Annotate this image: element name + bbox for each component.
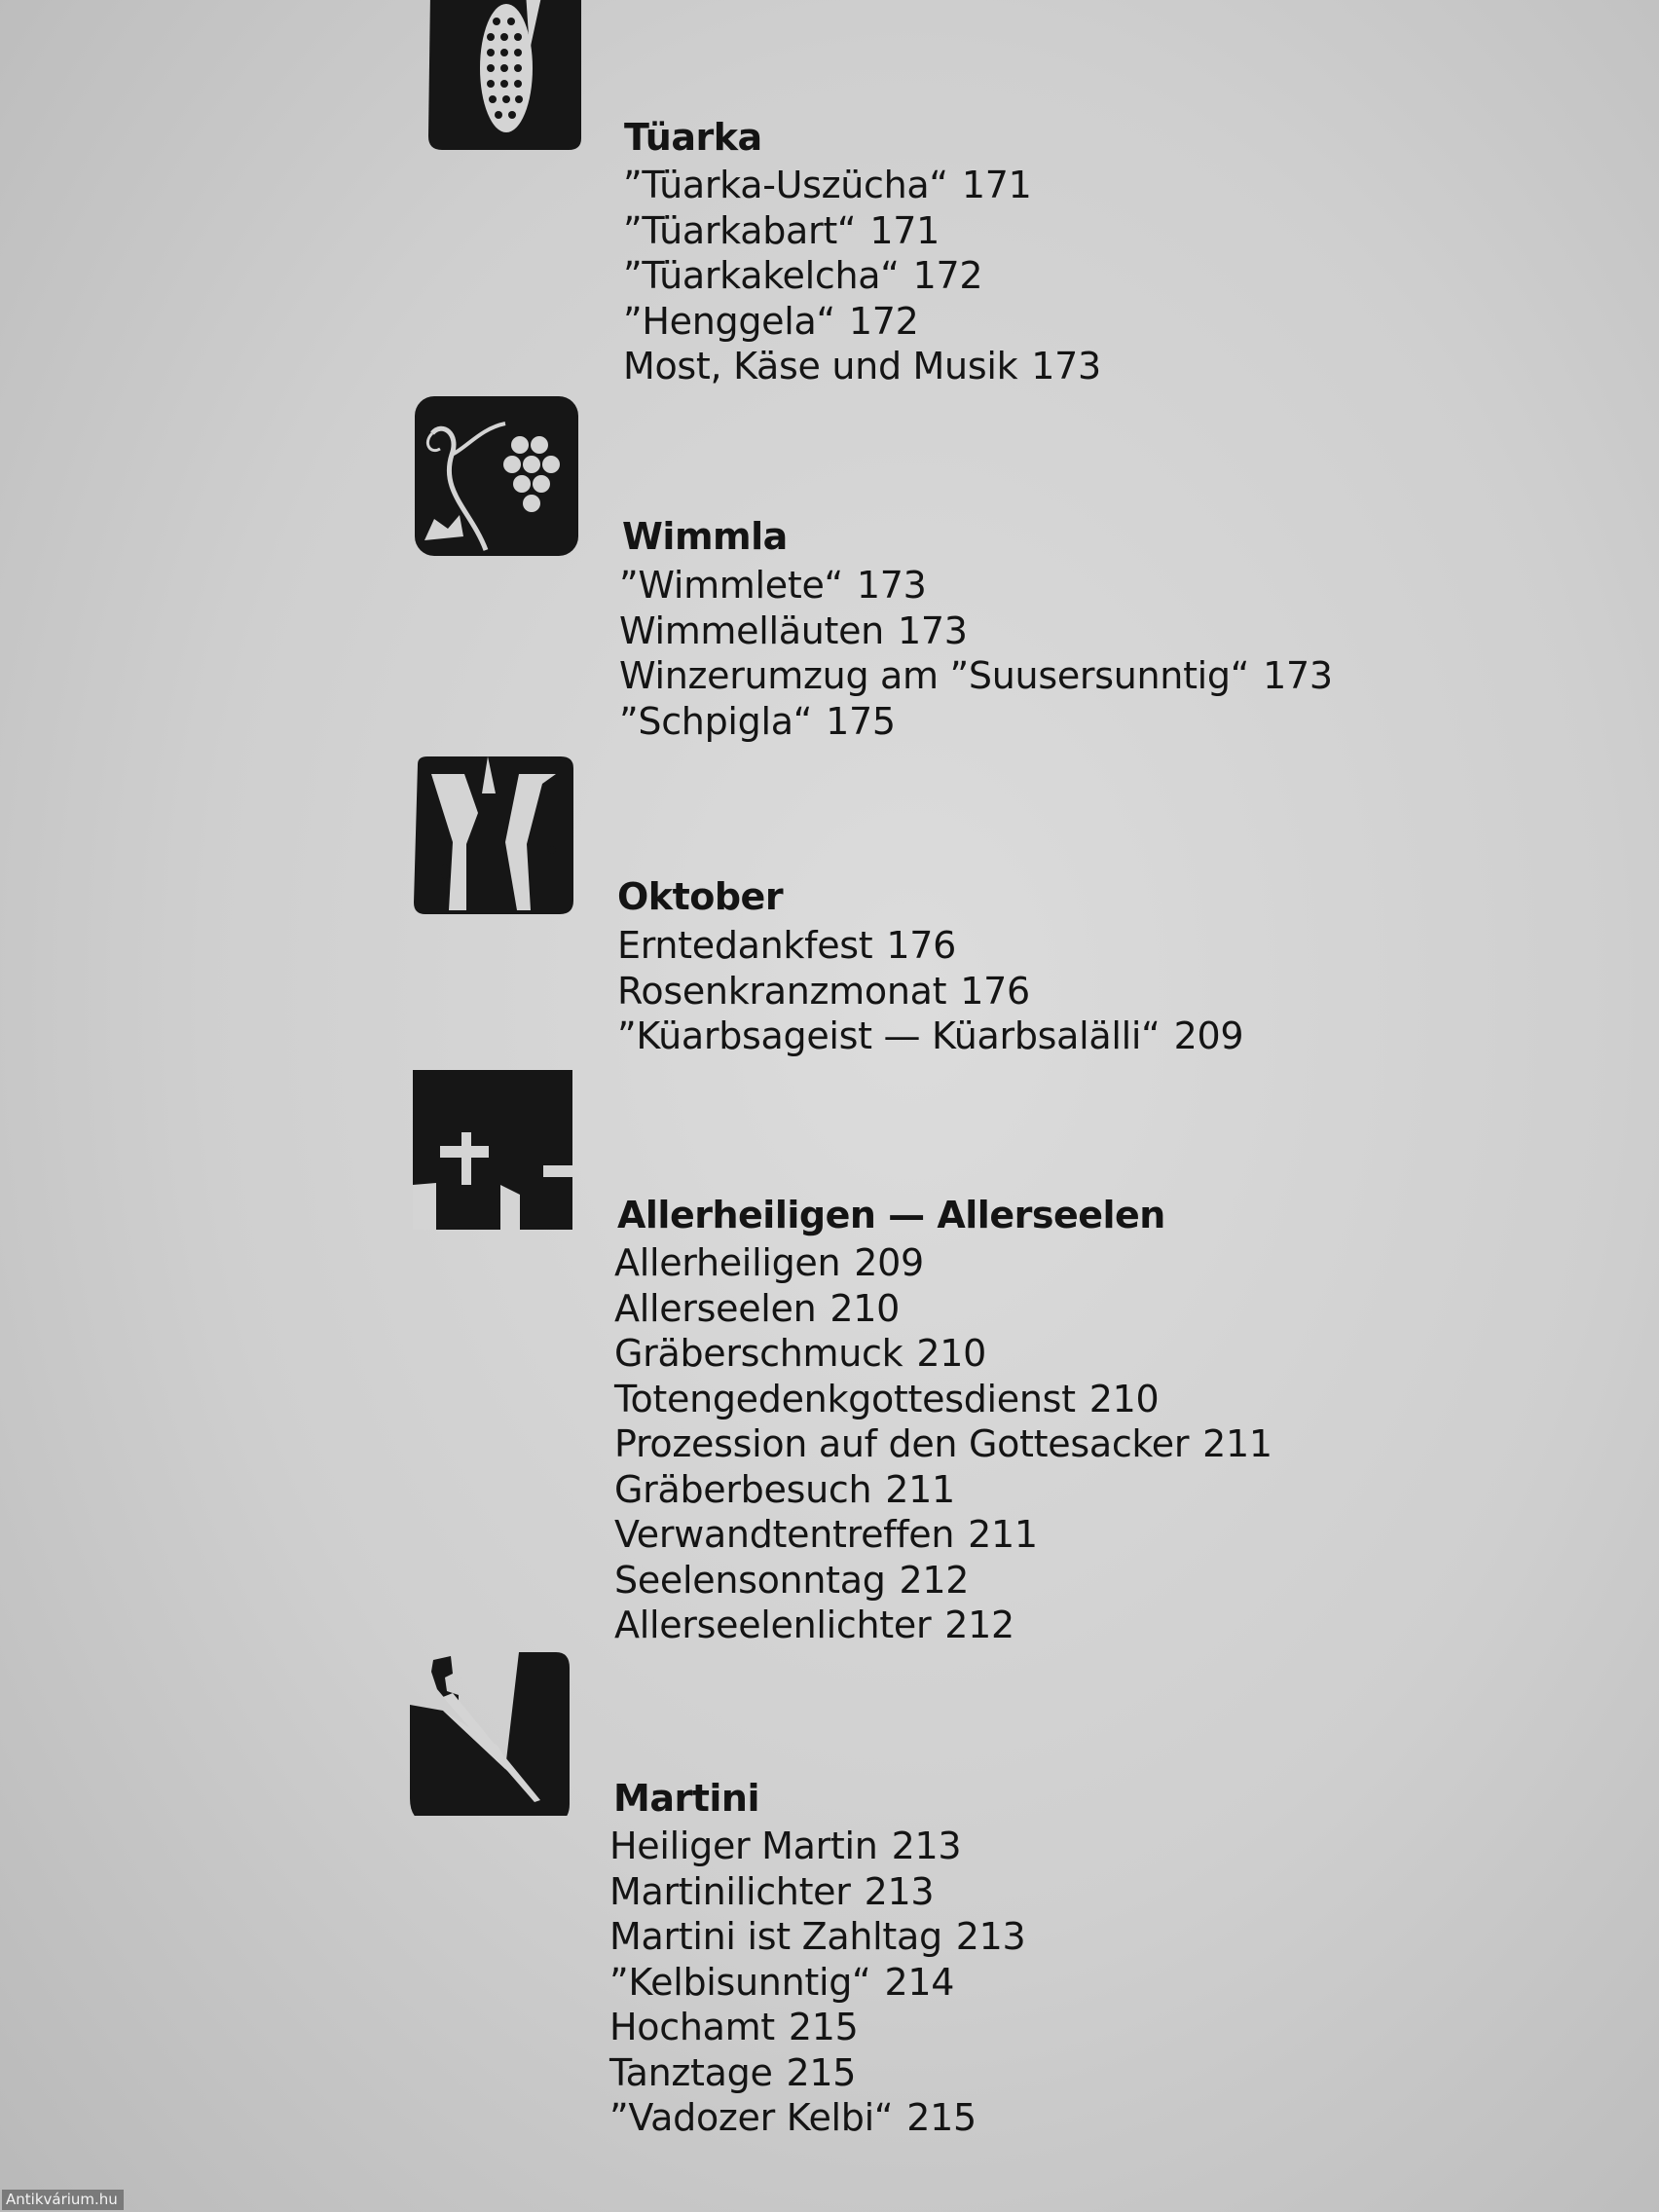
entry-list-allerheiligen — [614, 1240, 1272, 1648]
list-item: Gräberbesuch 211 — [614, 1467, 955, 1511]
list-item: Allerseelen 210 — [614, 1286, 901, 1330]
list-item: Erntedankfest 176 — [617, 924, 957, 967]
section-heading-martini: Martini — [613, 1777, 759, 1820]
list-item: ”Vadozer Kelbi“ 215 — [609, 2096, 977, 2139]
list-item: ”Küarbsageist — Küarbsalälli“ 209 — [617, 1014, 1244, 1057]
list-item: Most, Käse und Musik 173 — [623, 345, 1101, 387]
entry-list-wimmla — [619, 563, 1333, 744]
list-item: Wimmelläuten 173 — [619, 608, 968, 652]
list-item: Prozession auf den Gottesacker 211 — [614, 1422, 1272, 1465]
list-item: ”Tüarkabart“ 171 — [623, 208, 940, 252]
list-item: Verwandtentreffen 211 — [614, 1513, 1038, 1556]
list-item: ”Kelbisunntig“ 214 — [609, 1960, 955, 2004]
list-item: Rosenkranzmonat 176 — [617, 969, 1030, 1013]
list-item: Gräberschmuck 210 — [614, 1332, 986, 1375]
section-heading-wimmla: Wimmla — [622, 515, 788, 558]
list-item: Tanztage 215 — [609, 2050, 857, 2094]
list-item: Martini ist Zahltag 213 — [609, 1915, 1026, 1958]
list-item: Allerheiligen 209 — [614, 1241, 924, 1284]
entry-list-martini — [609, 1824, 1025, 2141]
list-item: ”Tüarka-Uszücha“ 171 — [623, 164, 1032, 206]
list-item: ”Schpigla“ 175 — [619, 699, 896, 743]
list-item: Hochamt 215 — [609, 2006, 859, 2048]
list-item: Winzerumzug am ”Suusersunntig“ 173 — [619, 654, 1333, 697]
crosses-icon — [407, 1068, 574, 1232]
list-item: Totengedenkgottesdienst 210 — [614, 1377, 1160, 1420]
list-item: ”Henggela“ 172 — [623, 299, 919, 343]
list-item: Allerseelenlichter 212 — [614, 1604, 1014, 1646]
list-item: ”Wimmlete“ 173 — [619, 564, 927, 607]
autumn-trees-icon — [410, 755, 577, 918]
list-item: Seelensonntag 212 — [614, 1558, 970, 1602]
list-item: Martinilichter 213 — [609, 1869, 935, 1913]
martini-figure-icon — [404, 1652, 571, 1816]
list-item: Heiliger Martin 213 — [609, 1825, 962, 1867]
grape-vine-icon — [413, 394, 580, 558]
entry-list-oktober — [617, 923, 1243, 1059]
corn-cob-icon — [421, 0, 588, 156]
entry-list-tuarka — [623, 163, 1101, 389]
list-item: ”Tüarkakelcha“ 172 — [623, 254, 983, 297]
section-heading-oktober: Oktober — [617, 875, 784, 918]
section-heading-tuarka: Tüarka — [624, 116, 762, 159]
watermark: Antikvárium.hu — [2, 2190, 124, 2210]
section-heading-allerheiligen: Allerheiligen — Allerseelen — [617, 1194, 1165, 1236]
